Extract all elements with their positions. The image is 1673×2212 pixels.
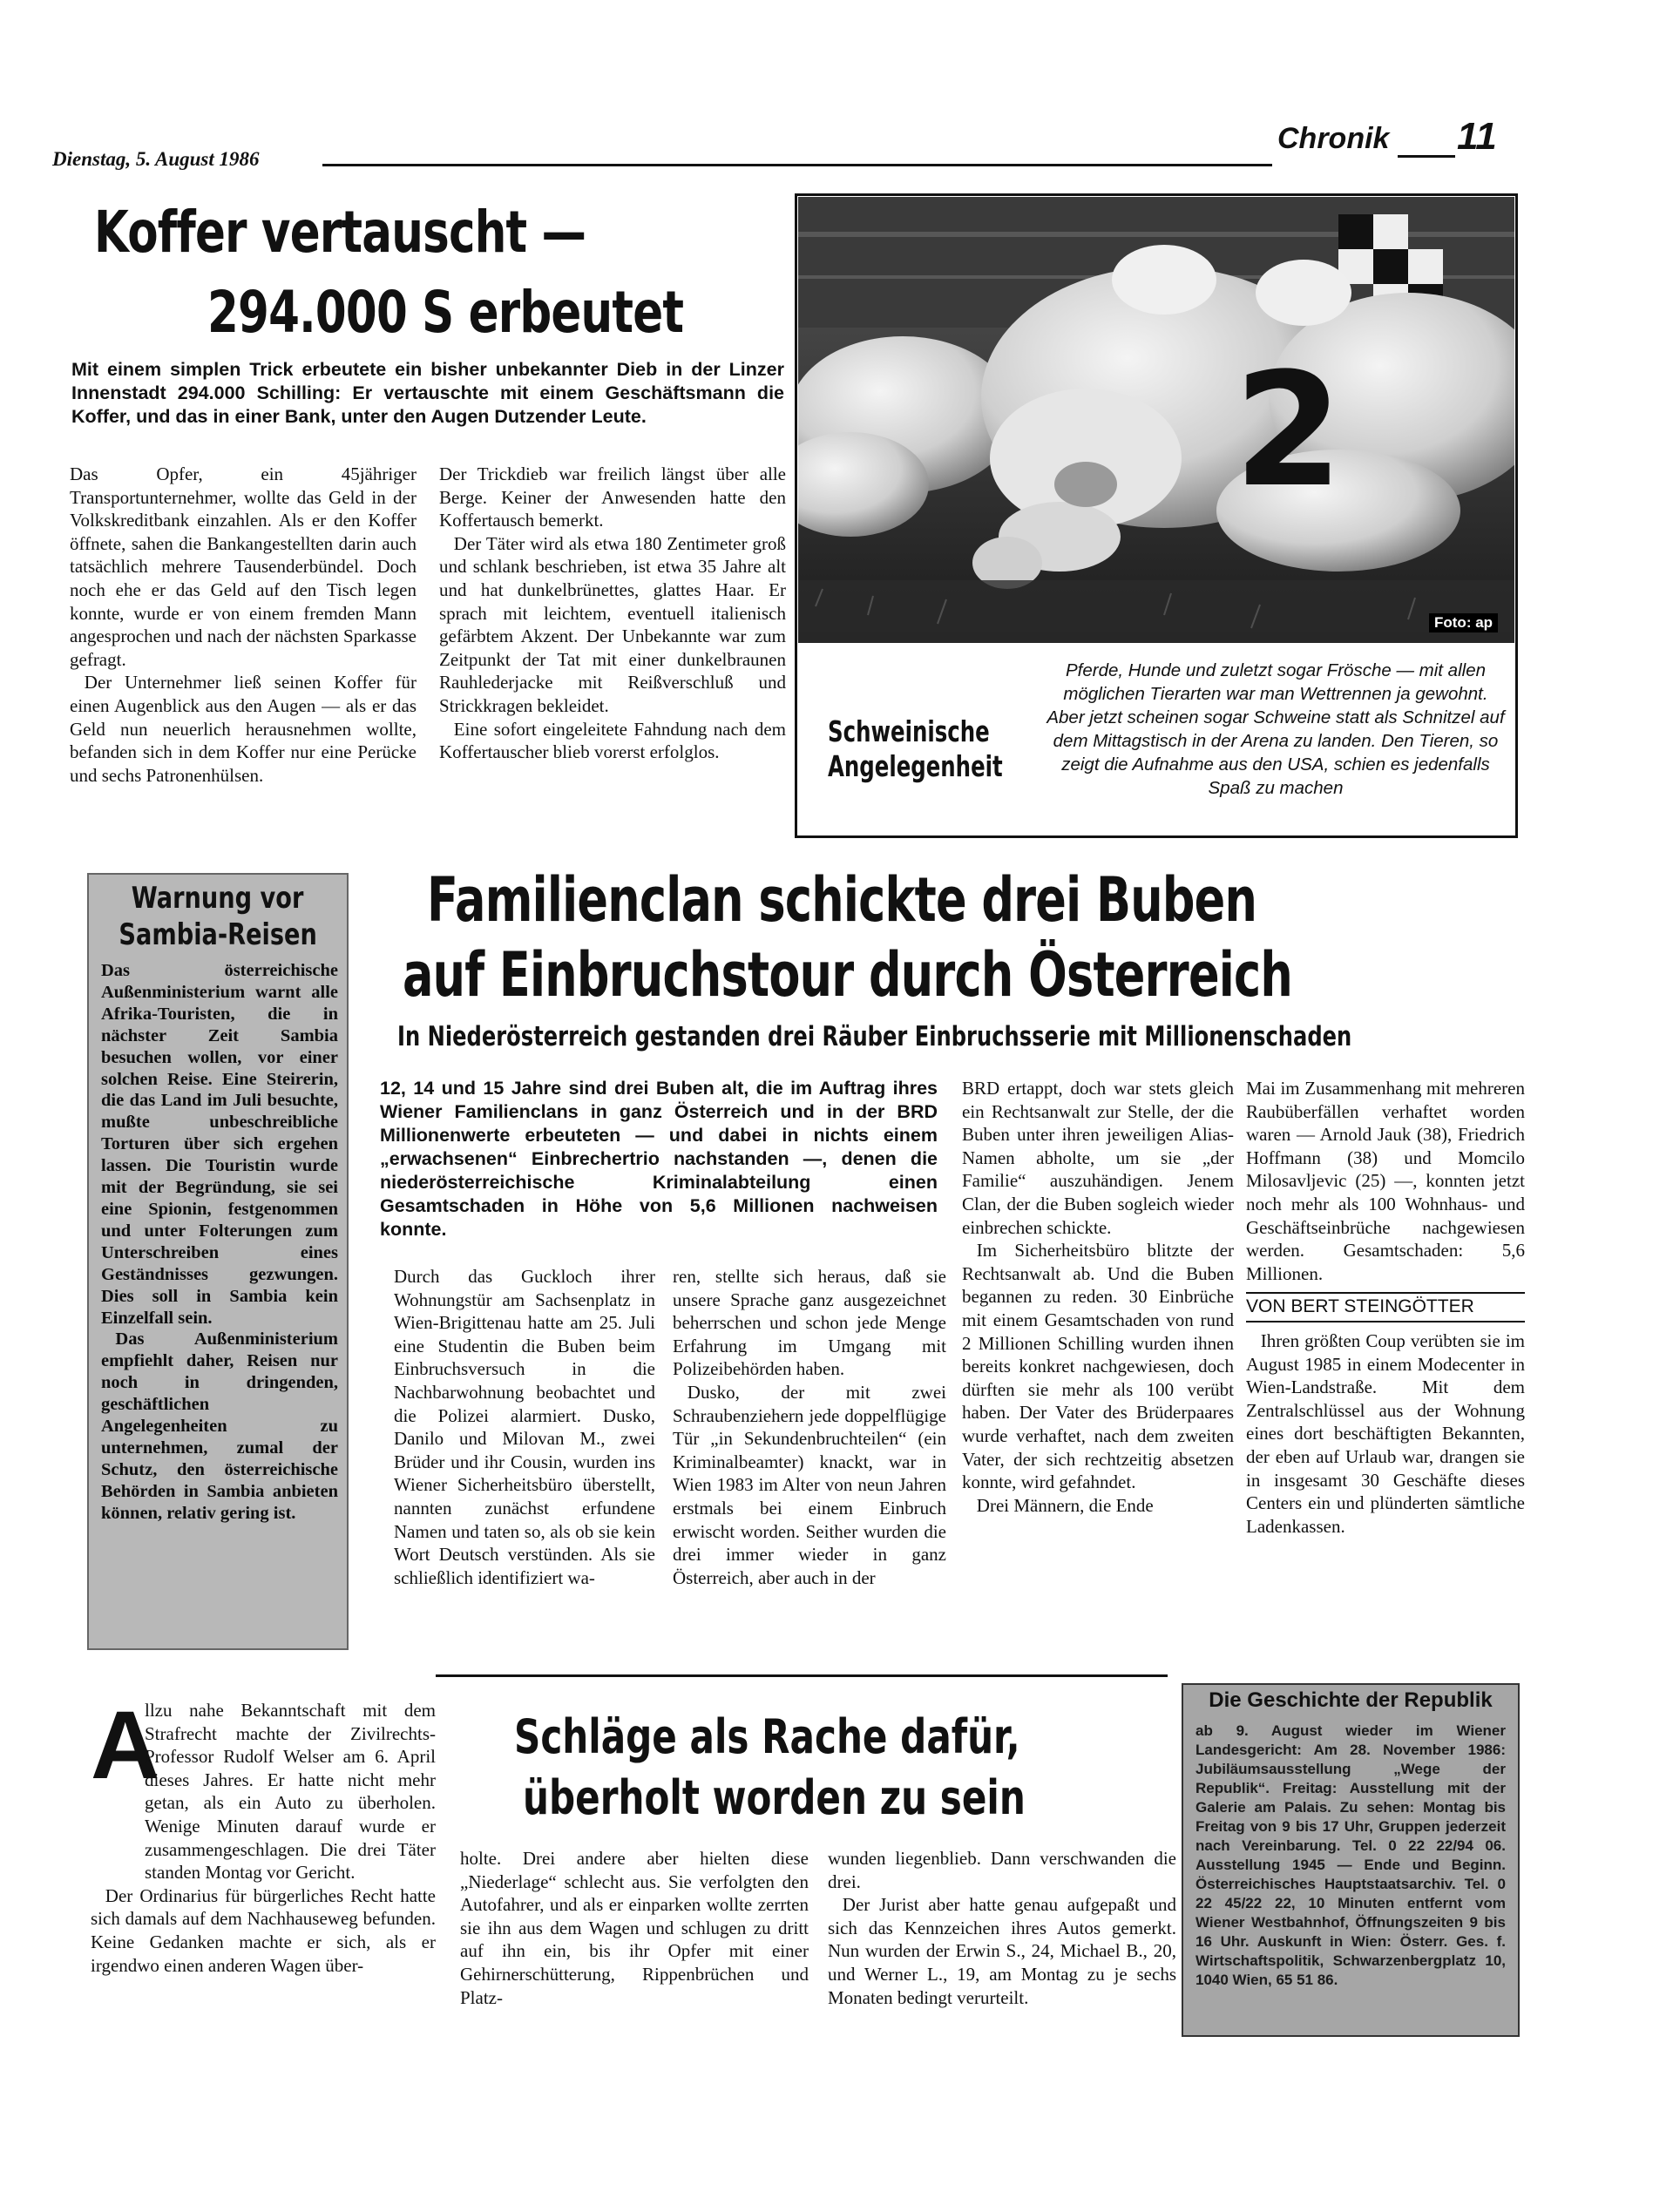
paragraph: Das Außenministerium empfiehlt daher, Reisen nur noch in dringenden, geschäftlichen Angelegenheiten zu unternehmen, zumal der Schutz, den österreichische Behörden in Sambia anbieten können, relativ gering ist. — [101, 1329, 338, 1523]
paragraph: BRD ertappt, doch war stets gleich ein Rechtsanwalt zur Stelle, der die Buben unter ihren jeweiligen Alias-Namen abholte, um sie „der Familie“ auszuhändigen. Jenem Clan, der die Buben sogleich wieder einbrechen schickte. — [962, 1078, 1234, 1238]
schlaege-headline-2: überholt worden zu sein — [523, 1770, 1026, 1825]
paragraph: Das österreichische Außenministerium warnt alle Afrika-Touristen, die in nächster Zeit Sambia besuchen wollen, vor einer solchen Reise. Eine Steirerin, die das Land im Juli besuchte, mußte unbeschreibliche Torturen über sich ergehen lassen. Die Touristin wurde mit der Begründung, sie sei eine Spionin, festgenommen und unter Folterungen zum Unterschreiben eines Geständnisses gezwungen. Dies soll in Sambia kein Einzelfall sein. — [101, 961, 338, 1328]
pig-number: 2 — [1234, 340, 1344, 522]
schlaege-column-2 — [828, 1847, 1176, 2009]
paragraph: Der Täter wird als etwa 180 Zentimeter groß und schlank beschrieben, ist etwa 35 Jahre alt und hat dunkelbrünettes, glattes Haar. Er sprach mit leichtem, eventuell italienisch gefärbtem Akzent. Der Unbekannte war zum Zeitpunkt der Tat mit einer dunkelbraunen Rauhlederjacke mit Reißverschluß und Strickkragen bekleidet. — [439, 532, 786, 716]
clan-headline-1: Familienclan schickte drei Buben — [427, 864, 1257, 936]
photo-title-line-2: Angelegenheit — [828, 749, 1003, 783]
paragraph: Der Jurist aber hatte genau aufgepaßt und sich das Kennzeichen ihres Autos gemerkt. Nun wurden der Erwin S., 24, Michael B., 20, und Werner L., 19, am Montag zu je sechs Monaten bedingt verurteilt. — [828, 1894, 1176, 2008]
koffer-lead: Mit einem simplen Trick erbeutete ein bisher unbekannter Dieb in der Linzer Innenstadt 294.000 Schilling: Er vertauschte mit einem Geschäftsmann die Koffer, und das in einer Bank, unter den Augen Dutzender Leute. — [71, 359, 784, 427]
clan-column-2 — [673, 1265, 946, 1589]
section-divider — [436, 1674, 1168, 1677]
paragraph: wunden liegenblieb. Dann verschwanden die drei. — [828, 1848, 1176, 1892]
paragraph: holte. Drei andere aber hielten diese „Niederlage“ schlecht aus. Sie verfolgten den Autofahrer, und als er einparken wollte zerrten sie ihn aus dem Wagen und schlugen zu dritt auf ihn ein, bis ihr Opfer mit einer Gehirnerschütterung, Rippenbrüchen und Platz- — [460, 1848, 809, 2008]
sambia-headline-1: Warnung vor — [132, 881, 304, 916]
koffer-column-2 — [439, 463, 786, 764]
author-byline: VON BERT STEINGÖTTER — [1246, 1292, 1525, 1322]
pig-race-photo — [798, 197, 1514, 643]
koffer-column-1 — [70, 463, 417, 787]
sambia-headline — [91, 880, 345, 953]
header-rule — [322, 164, 1272, 166]
paragraph: llzu nahe Bekanntschaft mit dem Strafrecht machte der Zivilrechts-Professor Rudolf Welser am 6. April dieses Jahres. Er hatte nicht mehr getan, als ein Auto zu überholen. Wenige Minuten darauf wurde er zusammengeschlagen. Die drei Täter standen Montag vor Gericht. — [145, 1700, 436, 1884]
header-rule-short — [1398, 155, 1455, 158]
paragraph: Der Unternehmer ließ seinen Koffer für einen Augenblick aus den Augen — als er das Geld nun neuerlich herausnehmen wollte, befanden sich in dem Koffer nur eine Perücke und sechs Patronenhülsen. — [70, 672, 417, 786]
clan-column-1 — [394, 1265, 655, 1589]
section-name: Chronik — [1277, 122, 1390, 155]
page-number: 11 — [1457, 115, 1497, 158]
photo-caption: Pferde, Hunde und zuletzt sogar Frösche — mit allen möglichen Tierarten war man Wettrennen ja gewohnt. Aber jetzt scheinen sogar Schweine statt als Schnitzel auf dem Mittagstisch in der Arena zu landen. Den Tieren, so zeigt die Aufnahme aus den USA, schien es jedenfalls Spaß zu machen — [1046, 660, 1505, 798]
sambia-headline-2: Sambia-Reisen — [119, 917, 317, 952]
clan-headline-2: auf Einbruchstour durch Österreich — [403, 939, 1293, 1011]
photo-title — [828, 714, 1064, 784]
schlaege-column-0 — [91, 1692, 436, 1977]
clan-column-4 — [1246, 1077, 1525, 1538]
paragraph: Drei Männern, die Ende — [976, 1494, 1154, 1516]
schlaege-column-1 — [460, 1847, 809, 2009]
photo-title-line-1: Schweinische — [828, 714, 990, 748]
clan-column-3 — [962, 1077, 1234, 1517]
drop-cap: A — [91, 1692, 160, 1799]
page-date: Dienstag, 5. August 1986 — [52, 148, 260, 170]
koffer-headline-1: Koffer vertauscht — — [94, 199, 586, 266]
paragraph: Der Trickdieb war freilich längst über alle Berge. Keiner der Anwesenden hatte den Koffertausch bemerkt. — [439, 463, 786, 531]
clan-lead: 12, 14 und 15 Jahre sind drei Buben alt, die im Auftrag ihres Wiener Familienclans in ganz Österreich und in der BRD Millionenwerte erbeuteten — und dabei in nichts einem „erwachsenen“ Einbrechertrio nachstanden —, denen die niederösterreichische Kriminalabteilung einen Gesamtschaden in Höhe von 5,6 Millionen nachweisen konnte. — [380, 1078, 938, 1240]
paragraph: Im Sicherheitsbüro blitzte der Rechtsanwalt ab. Und die Buben begannen zu reden. 30 Einbrüche mit einem Gesamtschaden von rund 2 Millionen Schilling wurden ihnen bereits konkret nachgewiesen, doch dürften sie mehr als 100 verübt haben. Der Vater des Brüderpaares wurde verhaftet, nach dem zweiten Vater, der sich rechtzeitig absetzen konnte, wird gefahndet. — [962, 1240, 1234, 1493]
clan-subheadline: In Niederösterreich gestanden drei Räuber Einbruchsserie mit Millionenschaden — [397, 1021, 1352, 1052]
photo-credit: Foto: ap — [1429, 613, 1498, 632]
paragraph: Der Ordinarius für bürgerliches Recht hatte sich damals auf dem Nachhauseweg befunden. Keine Gedanken machte er sich, als er irgendwo einen anderen Wagen über- — [91, 1884, 436, 1976]
republik-text: ab 9. August wieder im Wiener Landesgericht: Am 28. November 1986: Jubiläumsausstellung „Wege der Republik“. Freitag: Ausstellung mit der Galerie am Palais. Zu sehen: Montag bis Freitag von 9 bis 17 Uhr, Gruppen jederzeit nach Vereinbarung. Tel. 0 22 22/94 06. Ausstellung 1945 — Ende und Beginn. Österreichisches Hauptstaatsarchiv. Tel. 0 22 45/22 22, 10 Minuten entfernt vom Wiener Westbahnhof, Öffnungszeiten 9 bis 16 Uhr. Auskunft in Wien: Österr. Ges. f. Wirtschaftspolitik, Schwarzenbergplatz 10, 1040 Wien, 65 51 86. — [1195, 1722, 1506, 1988]
schlaege-headline-1: Schläge als Rache dafür, — [514, 1709, 1020, 1764]
paragraph: Durch das Guckloch ihrer Wohnungstür am Sachsenplatz in Wien-Brigittenau hatte am 25. Juli eine Studentin die Buben beim Einbruchsversuch in die Nachbarwohnung beobachtet und die Polizei alarmiert. Dusko, Danilo und Milovan M., zwei Brüder und ihr Cousin, wurden ins Wiener Sicherheitsbüro überstellt, nannten zunächst erfundene Namen und taten so, als ob sie kein Wort Deutsch verstünden. Als sie schließlich identifiziert wa- — [394, 1266, 655, 1588]
koffer-headline-2: 294.000 S erbeutet — [207, 279, 684, 346]
paragraph: Ihren größten Coup verübten sie im August 1985 in einem Modecenter in Wien-Landstraße. Mit dem Zentralschlüssel aus der Wohnung eines dort beschäftigten Bekannten, der eben auf Urlaub war, drangen sie in insgesamt 30 Geschäfte dieses Centers ein und plünderten sämtliche Ladenkassen. — [1246, 1329, 1525, 1537]
paragraph: ren, stellte sich heraus, daß sie unsere Sprache ganz ausgezeichnet beherrschen und schon jede Menge Erfahrung im Umgang mit Polizeibehörden haben. — [673, 1266, 946, 1380]
pig-race-image — [798, 197, 1514, 643]
paragraph: Das Opfer, ein 45jähriger Transportunternehmer, wollte das Geld in der Volkskreditbank einzahlen. Als er den Koffer öffnete, sahen die Bankangestellten darin auch tatsächlich mehrere Tausenderbündel. Doch noch ehe er das Geld auf den Tisch legen konnte, wurde er von einem fremden Mann angesprochen und nach der nächsten Sparkasse gefragt. — [70, 463, 417, 670]
paragraph: Dusko, der mit zwei Schraubenziehern jede doppelflügige Tür „in Sekundenbruchteilen“ (ein Kriminalbeamter) knackt, war in Wien 1983 im Alter von neun Jahren erstmals bei einem Einbruch erwischt worden. Seither wurden die drei immer wieder in ganz Österreich, aber auch in der — [673, 1381, 946, 1588]
paragraph: Eine sofort eingeleitete Fahndung nach dem Koffertauscher blieb vorerst erfolglos. — [439, 718, 786, 763]
paragraph: Mai im Zusammenhang mit mehreren Raubüberfällen verhaftet worden waren — Arnold Jauk (38), Friedrich Hoffmann (38) und Momcilo Milosavljevic (25) —, konnten jetzt noch mehr als 100 Wohnhaus- und Geschäftseinbrüche nachgewiesen werden. Gesamtschaden: 5,6 Millionen. — [1246, 1078, 1525, 1284]
republik-title: Die Geschichte der Republik — [1209, 1688, 1493, 1712]
sambia-text — [101, 960, 338, 1525]
